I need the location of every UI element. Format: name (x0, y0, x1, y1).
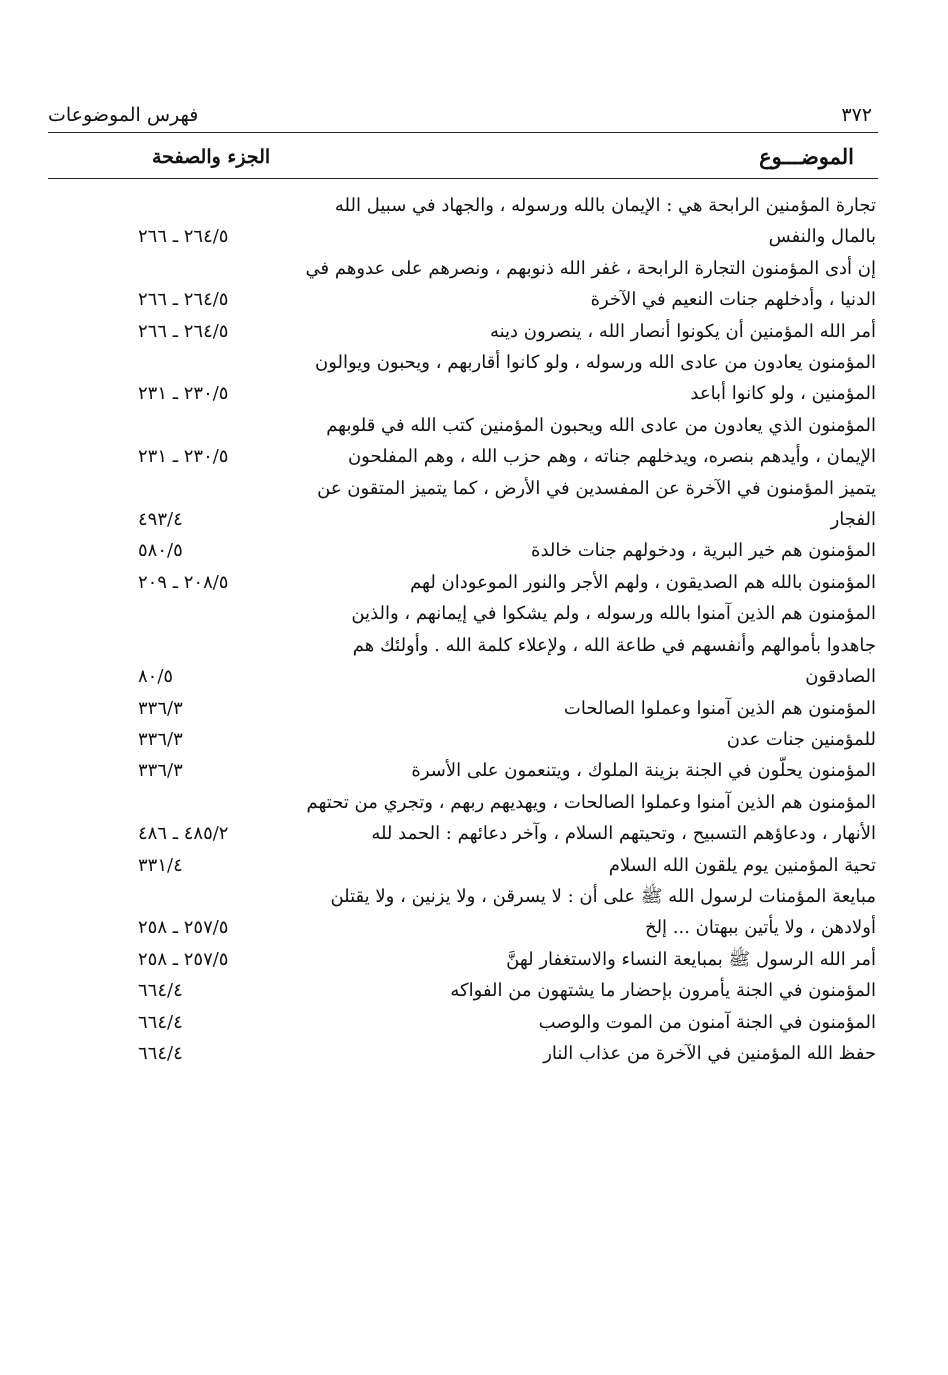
index-entry (0, 347, 948, 410)
entry-page-ref: ٣٣٦/٣ (138, 697, 183, 719)
entry-subject: المؤمنون بالله هم الصديقون ، ولهم الأجر والنور الموعودان لهم (410, 571, 876, 593)
book-title: فهرس الموضوعات (48, 104, 199, 126)
index-entry (0, 598, 948, 692)
entry-subject: تحية المؤمنين يوم يلقون الله السلام (608, 854, 876, 876)
entry-subject: المؤمنون الذي يعادون من عادى الله ويحبون المؤمنين كتب الله في قلوبهم الإيمان ، وأيدهم بنصره، ويدخلهم جناته ، وهم حزب الله ، وهم المفلحون (326, 414, 876, 468)
index-entry (0, 787, 948, 850)
index-entry (0, 975, 948, 1006)
index-entry (0, 881, 948, 944)
index-entry (0, 724, 948, 755)
entry-page-ref: ٢٦٤/٥ ـ ٢٦٦ (138, 226, 229, 248)
entry-page-ref: ٢٣٠/٥ ـ ٢٣١ (138, 383, 229, 405)
index-entry (0, 473, 948, 536)
entry-subject: المؤمنون هم الذين آمنوا بالله ورسوله ، ولم يشكوا في إيمانهم ، والذين جاهدوا بأموالهم وأنفسهم في طاعة الله ، ولإعلاء كلمة الله . وأولئك هم الصادقون (351, 603, 876, 688)
index-entry (0, 410, 948, 473)
entry-page-ref: ٦٦٤/٤ (138, 1011, 183, 1033)
entry-page-ref: ٤٩٣/٤ (138, 509, 183, 531)
index-entry (0, 693, 948, 724)
index-entry (0, 755, 948, 786)
entry-page-ref: ٢٠٨/٥ ـ ٢٠٩ (138, 571, 229, 593)
entry-page-ref: ٦٦٤/٤ (138, 980, 183, 1002)
page-column-header: الجزء والصفحة (152, 146, 271, 168)
column-headers (48, 140, 878, 179)
entry-subject: يتميز المؤمنون في الآخرة عن المفسدين في الأرض ، كما يتميز المتقون عن الفجار (317, 477, 876, 531)
index-entry (0, 316, 948, 347)
entry-page-ref: ٣٣١/٤ (138, 854, 183, 876)
entry-subject: المؤمنون في الجنة آمنون من الموت والوصب (538, 1011, 876, 1033)
entry-page-ref: ٥٨٠/٥ (138, 540, 183, 562)
entry-subject: المؤمنون يعادون من عادى الله ورسوله ، ولو كانوا أقاربهم ، ويحبون ويوالون المؤمنين ، ولو كانوا أباعد (314, 352, 876, 405)
entry-subject: المؤمنون هم الذين آمنوا وعملوا الصالحات (563, 697, 876, 719)
entry-page-ref: ٤٨٥/٢ ـ ٤٨٦ (138, 823, 229, 845)
index-entries (0, 190, 948, 1069)
index-entry (0, 535, 948, 566)
entry-subject: المؤمنون يحلّون في الجنة بزينة الملوك ، ويتنعمون على الأسرة (411, 760, 876, 782)
entry-page-ref: ٢٦٤/٥ ـ ٢٦٦ (138, 320, 229, 342)
running-header (48, 92, 878, 133)
entry-page-ref: ٢٥٧/٥ ـ ٢٥٨ (138, 917, 229, 939)
entry-subject: المؤمنون في الجنة يأمرون بإحضار ما يشتهون من الفواكه (450, 980, 876, 1002)
entry-page-ref: ٣٣٦/٣ (138, 760, 183, 782)
index-entry (0, 567, 948, 598)
entry-subject: حفظ الله المؤمنين في الآخرة من عذاب النار (543, 1042, 876, 1064)
index-entry (0, 190, 948, 253)
entry-page-ref: ٢٣٠/٥ ـ ٢٣١ (138, 446, 229, 468)
page-number: ٣٧٢ (841, 104, 872, 126)
entry-page-ref: ٢٦٤/٥ ـ ٢٦٦ (138, 289, 229, 311)
entry-subject: أمر الله المؤمنين أن يكونوا أنصار الله ، ينصرون دينه (489, 320, 876, 342)
entry-subject: أمر الله الرسول ﷺ بمبايعة النساء والاستغفار لهنَّ (506, 948, 876, 970)
entry-subject: إن أدى المؤمنون التجارة الرابحة ، غفر الله ذنوبهم ، ونصرهم على عدوهم في الدنيا ، وأدخلهم جنات النعيم في الآخرة (305, 257, 876, 311)
index-entry (0, 1007, 948, 1038)
entry-subject: المؤمنون هم الذين آمنوا وعملوا الصالحات ، ويهديهم ربهم ، وتجري من تحتهم الأنهار ، ودعاؤهم التسبيح ، وتحيتهم السلام ، وآخر دعائهم : الحمد لله (306, 791, 876, 845)
index-entry (0, 253, 948, 316)
index-entry (0, 1038, 948, 1069)
entry-subject: مبايعة المؤمنات لرسول الله ﷺ على أن : لا يسرقن ، ولا يزنين ، ولا يقتلن أولادهن ، ولا يأتين ببهتان ... إلخ (330, 885, 876, 939)
entry-subject: للمؤمنين جنات عدن (726, 728, 876, 750)
index-entry (0, 944, 948, 975)
entry-page-ref: ٨٠/٥ (138, 666, 174, 688)
subject-column-header: الموضـــوع (759, 144, 854, 169)
entry-page-ref: ٢٥٧/٥ ـ ٢٥٨ (138, 948, 229, 970)
entry-subject: المؤمنون هم خير البرية ، ودخولهم جنات خالدة (531, 540, 876, 562)
index-entry (0, 850, 948, 881)
entry-page-ref: ٣٣٦/٣ (138, 728, 183, 750)
entry-page-ref: ٦٦٤/٤ (138, 1042, 183, 1064)
entry-subject: تجارة المؤمنين الرابحة هي : الإيمان بالله ورسوله ، والجهاد في سبيل الله بالمال والنفس (334, 195, 876, 248)
